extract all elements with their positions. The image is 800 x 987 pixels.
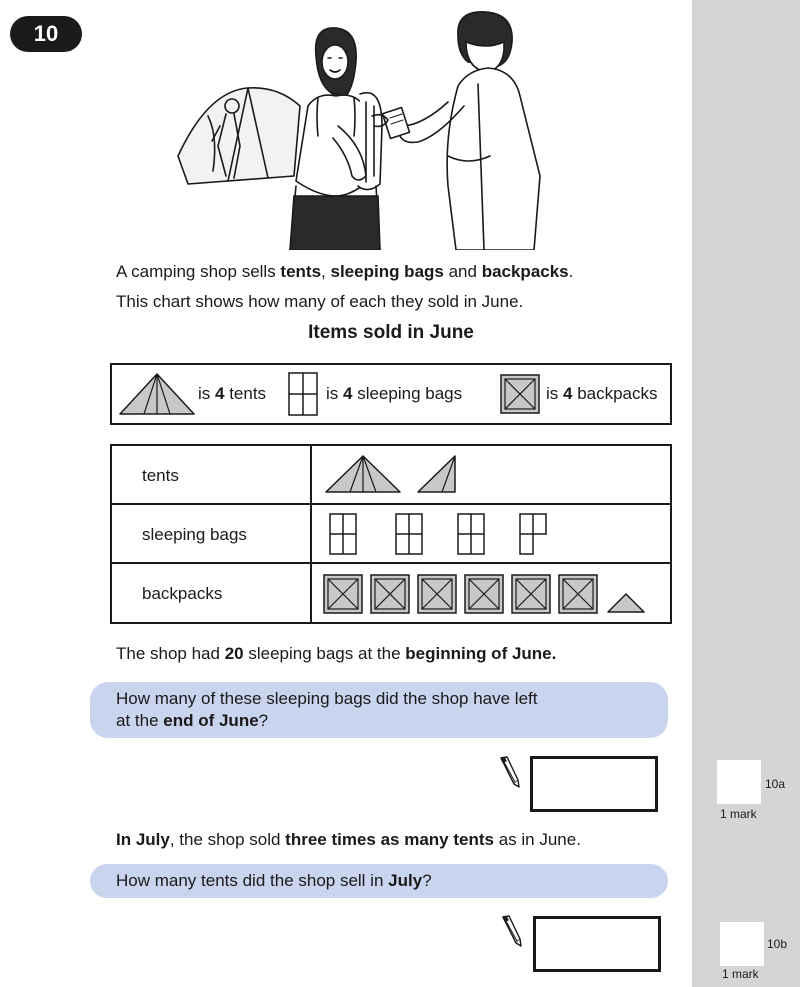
sleeping-bag-icon <box>396 514 422 554</box>
three-quarter-sleeping-bag-icon <box>520 514 546 554</box>
pencil-icon <box>499 915 523 947</box>
backpack-icon <box>371 575 409 613</box>
row-sleeping-bags <box>112 505 670 564</box>
chart-title: Items sold in June <box>308 322 474 343</box>
quarter-backpack-icon <box>608 594 644 612</box>
mark-box-10b[interactable] <box>720 922 764 966</box>
mark-id-10b: 10b <box>767 937 788 951</box>
row-label-sleeping-bags: sleeping bags <box>142 525 247 544</box>
key-item-sleeping-bags: is 4 sleeping bags <box>288 365 462 423</box>
pictogram-table <box>110 444 672 624</box>
key-item-tents: is 4 tents <box>118 365 266 423</box>
row-label-backpacks: backpacks <box>142 584 223 603</box>
backpack-icon <box>324 575 362 613</box>
statement-july: In July, the shop sold three times as many tents as in June. <box>116 830 581 849</box>
backpack-icon <box>465 575 503 613</box>
mark-box-10a[interactable] <box>717 760 761 804</box>
backpack-icon <box>418 575 456 613</box>
backpacks-icons <box>312 564 670 623</box>
pencil-icon <box>497 756 521 788</box>
intro-line-1: A camping shop sells tents, sleeping bags and backpacks. <box>116 262 574 281</box>
marking-margin <box>692 0 800 987</box>
backpack-icon <box>500 374 540 414</box>
answer-box-10b[interactable] <box>533 916 661 972</box>
mark-label-10b: 1 mark <box>722 967 759 981</box>
chart-key <box>110 363 672 425</box>
mark-label-10a: 1 mark <box>720 807 757 821</box>
question-number-badge: 10 <box>10 16 82 52</box>
key-item-backpacks: is 4 backpacks <box>500 365 658 423</box>
sleeping-bag-icon <box>330 514 356 554</box>
sleeping-bag-icon <box>288 372 318 416</box>
statement-beginning-june: The shop had 20 sleeping bags at the beginning of June. <box>116 644 557 663</box>
half-tent-icon <box>418 456 455 492</box>
camping-shop-illustration <box>168 6 548 250</box>
answer-box-10a[interactable] <box>530 756 658 812</box>
question-10b: How many tents did the shop sell in July? <box>90 864 668 898</box>
intro-line-2: This chart shows how many of each they sold in June. <box>116 292 524 311</box>
question-10a-line-2: at the end of June? <box>116 711 269 730</box>
mark-id-10a: 10a <box>765 777 786 791</box>
sleeping-bags-icons <box>312 505 670 564</box>
row-tents <box>112 446 670 505</box>
row-label-tents: tents <box>142 466 179 485</box>
question-10a <box>90 682 668 738</box>
sleeping-bag-icon <box>458 514 484 554</box>
tent-icon <box>326 456 400 492</box>
question-10a-line-1: How many of these sleeping bags did the shop have left <box>116 689 538 708</box>
backpack-icon <box>559 575 597 613</box>
row-backpacks <box>112 564 670 623</box>
backpack-icon <box>512 575 550 613</box>
tent-icon <box>118 372 196 416</box>
tents-icons <box>312 446 670 505</box>
